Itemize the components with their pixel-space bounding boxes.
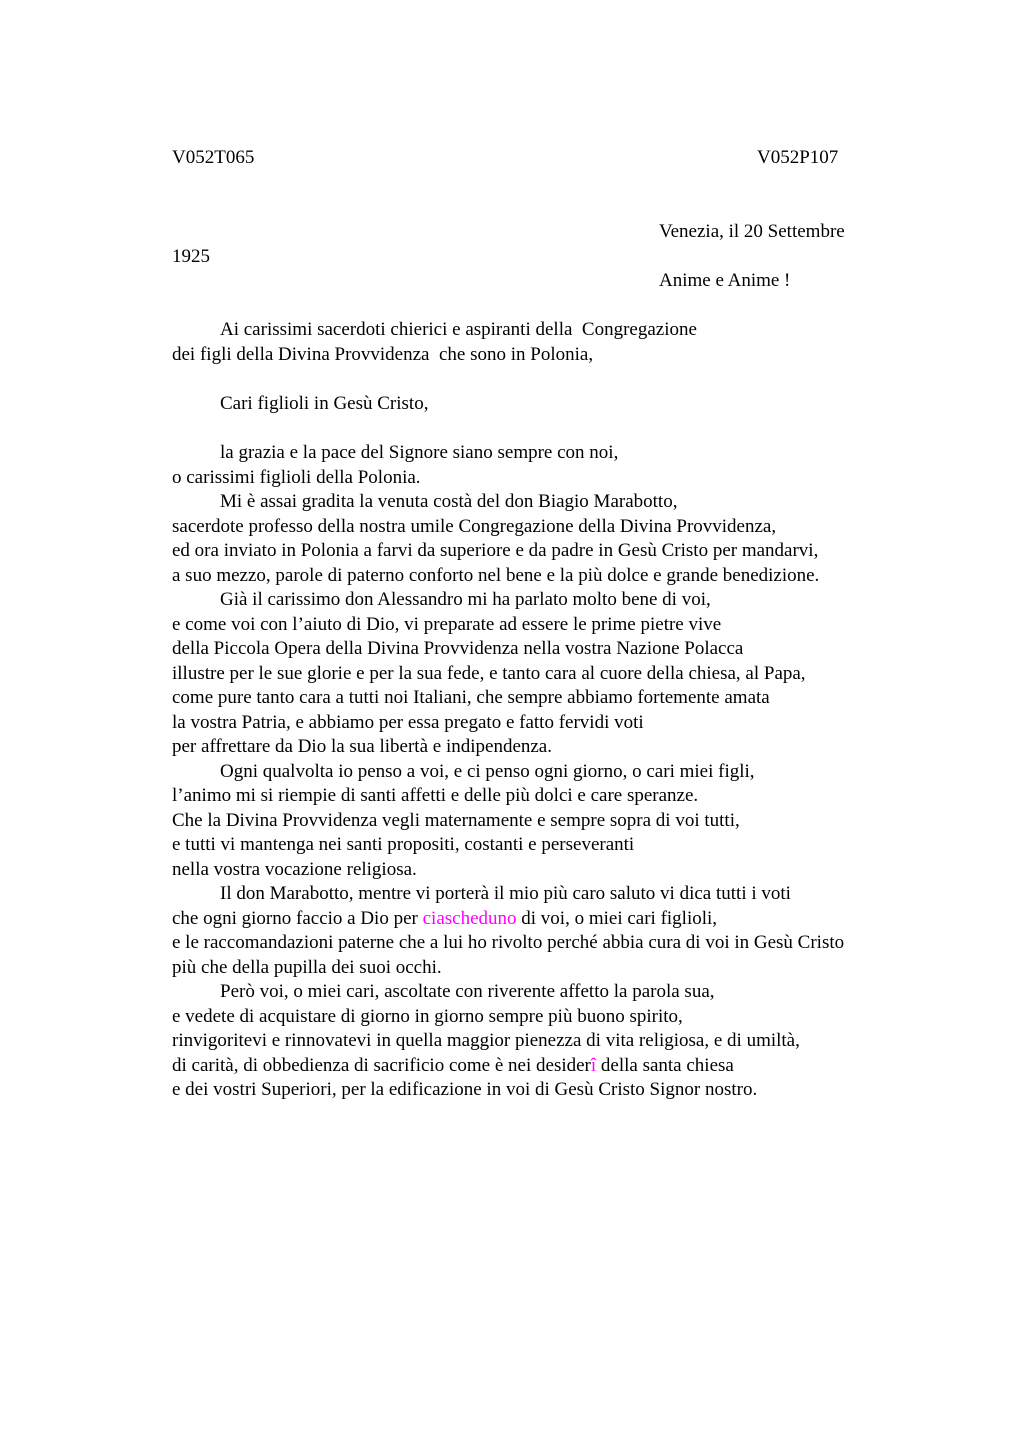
body-line: e come voi con l’aiuto di Dio, vi preparate ad essere le prime pietre vive [172,613,722,635]
body-line: e tutti vi mantenga nei santi propositi, costanti e perseveranti [172,834,635,855]
body-line: e vedete di acquistare di giorno in giorno sempre più buono spirito, [172,1005,683,1027]
address-line: Ai carissimi sacerdoti chierici e aspiranti della Congregazione [220,319,697,340]
body-line: come pure tanto cara a tutti noi Italiani, che sempre abbiamo fortemente amata [172,687,770,708]
body-line: o carissimi figlioli della Polonia. [172,466,421,488]
body-line: Ogni qualvolta io penso a voi, e ci penso ogni giorno, o cari miei figli, [220,760,755,782]
body-line: ed ora inviato in Polonia a farvi da superiore e da padre in Gesù Cristo per mandarvi, [172,540,819,561]
body-text: della santa chiesa [596,1054,734,1076]
address-block [172,318,992,367]
body-line: e le raccomandazioni paterne che a lui ho rivolto perché abbia cura di voi in Gesù Cristo [172,932,845,953]
body-line: illustre per le sue glorie e per la sua fede, e tanto cara al cuore della chiesa, al Papa, [172,662,806,684]
body-line: Che la Divina Provvidenza vegli maternamente e sempre sopra di voi tutti, [172,809,740,831]
letter-body [172,441,992,1103]
body-line: e dei vostri Superiori, per la edificazione in voi di Gesù Cristo Signor nostro. [172,1079,758,1100]
body-text: di carità, di obbedienza di sacrificio come è nei desider [172,1054,591,1076]
body-line: la vostra Patria, e abbiamo per essa pregato e fatto fervidi voti [172,711,644,733]
salutation: Cari figlioli in Gesù Cristo, [220,393,429,414]
body-text: che ogni giorno faccio a Dio per [172,907,423,929]
highlighted-word: ciascheduno [422,907,517,929]
date-year: 1925 [172,246,210,267]
body-line: la grazia e la pace del Signore siano sempre con noi, [220,442,619,463]
body-line: Però voi, o miei cari, ascoltate con riverente affetto la parola sua, [220,981,715,1002]
body-line: più che della pupilla dei suoi occhi. [172,956,442,978]
body-line: Il don Marabotto, mentre vi porterà il mio più caro saluto vi dica tutti i voti [220,883,791,904]
document-code-left: V052T065 [172,147,255,168]
body-line-highlighted [172,907,992,932]
address-line: dei figli della Divina Provvidenza che sono in Polonia, [172,343,594,365]
body-line: a suo mezzo, parole di paterno conforto nel bene e la più dolce e grande benedizione. [172,564,820,586]
body-line: rinvigoritevi e rinnovatevi in quella maggior pienezza di vita religiosa, e di umiltà, [172,1030,800,1051]
body-line: sacerdote professo della nostra umile Congregazione della Divina Provvidenza, [172,515,777,537]
highlighted-letter: î [590,1054,597,1076]
body-line: l’animo mi si riempie di santi affetti e delle più dolci e care speranze. [172,785,699,806]
body-text: di voi, o miei cari figlioli, [516,907,718,929]
body-line: Già il carissimo don Alessandro mi ha parlato molto bene di voi, [220,589,711,610]
body-line: nella vostra vocazione religiosa. [172,858,417,880]
document-code-right: V052P107 [757,147,839,168]
body-line: per affrettare da Dio la sua libertà e indipendenza. [172,736,552,757]
salutation-block [172,392,992,417]
motto: Anime e Anime ! [659,270,791,291]
body-line: Mi è assai gradita la venuta costà del don Biagio Marabotto, [220,491,678,512]
date-place: Venezia, il 20 Settembre [659,221,845,242]
body-line: della Piccola Opera della Divina Provvidenza nella vostra Nazione Polacca [172,638,744,659]
body-line-highlighted [172,1054,992,1079]
